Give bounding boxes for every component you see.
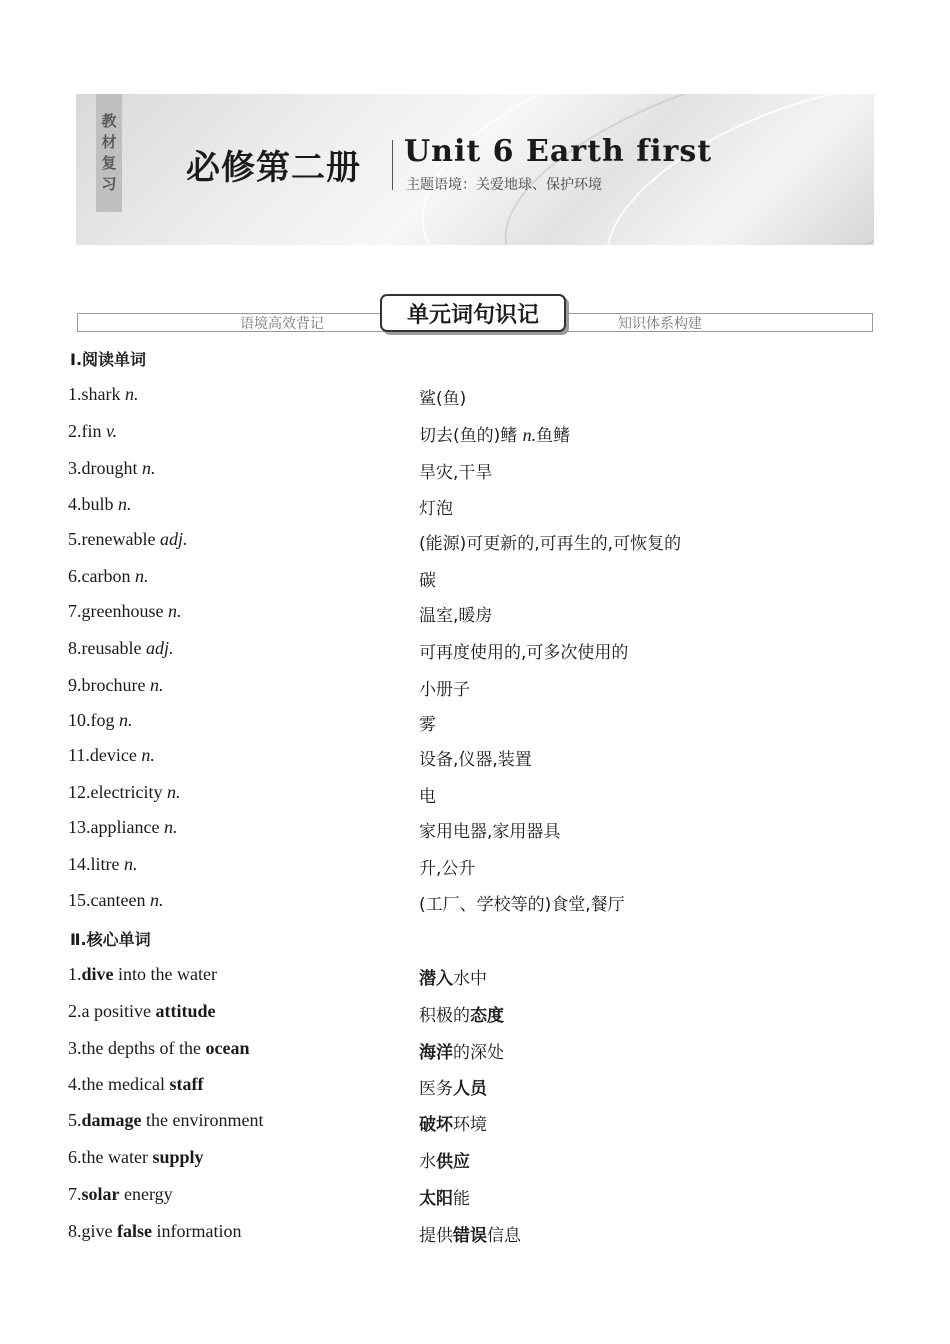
- list-item: [68, 675, 888, 700]
- word-meaning: (能源)可更新的,可再生的,可恢复的: [419, 534, 682, 554]
- tab-char: 复: [101, 154, 117, 172]
- phrase-entry: 7.solar energy: [68, 1184, 173, 1204]
- tab-char: 教: [101, 112, 117, 130]
- word-meaning: 温室,暖房: [419, 606, 493, 626]
- word-meaning: 可再度使用的,可多次使用的: [419, 643, 629, 663]
- word-meaning: 小册子: [419, 680, 470, 700]
- phrase-meaning: 积极的态度: [419, 1006, 504, 1026]
- phrase-meaning: 医务人员: [419, 1079, 487, 1099]
- word-meaning: 升,公升: [419, 859, 476, 879]
- word-entry: 1.shark n.: [68, 384, 139, 404]
- list-item: [68, 458, 888, 483]
- list-item: [68, 1221, 888, 1246]
- phrase-entry: 3.the depths of the ocean: [68, 1038, 250, 1058]
- word-meaning: 电: [419, 787, 436, 807]
- word-entry: 13.appliance n.: [68, 817, 178, 837]
- unit-banner: [76, 94, 874, 245]
- list-item: [68, 601, 888, 626]
- list-item: [68, 782, 888, 807]
- word-entry: 8.reusable adj.: [68, 638, 174, 658]
- list-item: [68, 964, 888, 989]
- list-item: [68, 529, 888, 554]
- phrase-entry: 6.the water supply: [68, 1147, 204, 1167]
- phrase-entry: 8.give false information: [68, 1221, 242, 1241]
- word-meaning: 家用电器,家用器具: [419, 822, 561, 842]
- word-entry: 3.drought n.: [68, 458, 156, 478]
- word-entry: 9.brochure n.: [68, 675, 164, 695]
- word-entry: 10.fog n.: [68, 710, 133, 730]
- word-meaning: 灯泡: [419, 499, 453, 519]
- list-item: [68, 710, 888, 735]
- textbook-review-tab: [96, 94, 122, 212]
- word-entry: 2.fin v.: [68, 421, 118, 441]
- word-entry: 7.greenhouse n.: [68, 601, 182, 621]
- list-item: [68, 745, 888, 770]
- section-title: 单元词句识记: [380, 294, 566, 332]
- phrase-meaning: 破坏环境: [419, 1115, 487, 1135]
- word-meaning: 切去(鱼的)鳍 n.鱼鳍: [419, 425, 571, 446]
- list-item: [68, 421, 888, 446]
- book-title: 必修第二册: [186, 148, 361, 188]
- word-meaning: 鲨(鱼): [419, 389, 467, 409]
- list-item: [68, 1184, 888, 1209]
- phrase-entry: 1.dive into the water: [68, 964, 217, 984]
- word-entry: 4.bulb n.: [68, 494, 132, 514]
- list-item: [68, 1001, 888, 1026]
- phrase-entry: 5.damage the environment: [68, 1110, 264, 1130]
- tab-char: 习: [101, 175, 117, 193]
- word-meaning: 设备,仪器,装置: [419, 750, 532, 770]
- phrase-meaning: 海洋的深处: [419, 1043, 504, 1063]
- word-entry: 14.litre n.: [68, 854, 138, 874]
- section-right-label: 知识体系构建: [618, 316, 702, 332]
- word-entry: 15.canteen n.: [68, 890, 164, 910]
- list-item: [68, 854, 888, 879]
- word-entry: 6.carbon n.: [68, 566, 149, 586]
- tab-char: 材: [101, 133, 117, 151]
- word-meaning: 旱灾,干旱: [419, 463, 493, 483]
- core-words-heading: Ⅱ.核心单词: [70, 930, 151, 949]
- list-item: [68, 1110, 888, 1135]
- phrase-entry: 4.the medical staff: [68, 1074, 204, 1094]
- phrase-meaning: 提供错误信息: [419, 1226, 521, 1246]
- word-entry: 11.device n.: [68, 745, 155, 765]
- word-entry: 12.electricity n.: [68, 782, 181, 802]
- list-item: [68, 1074, 888, 1099]
- title-divider: [392, 140, 393, 190]
- list-item: [68, 494, 888, 519]
- phrase-meaning: 太阳能: [419, 1189, 470, 1209]
- unit-subtitle: 主题语境：关爱地球、保护环境: [406, 177, 602, 193]
- word-meaning: 碳: [419, 571, 436, 591]
- phrase-meaning: 水供应: [419, 1152, 470, 1172]
- phrase-meaning: 潜入水中: [419, 969, 487, 989]
- list-item: [68, 890, 888, 915]
- section-left-label: 语境高效背记: [240, 316, 324, 332]
- word-meaning: (工厂、学校等的)食堂,餐厅: [419, 895, 625, 915]
- list-item: [68, 638, 888, 663]
- list-item: [68, 384, 888, 409]
- reading-words-heading: Ⅰ.阅读单词: [70, 350, 147, 369]
- list-item: [68, 817, 888, 842]
- phrase-entry: 2.a positive attitude: [68, 1001, 216, 1021]
- word-entry: 5.renewable adj.: [68, 529, 188, 549]
- list-item: [68, 566, 888, 591]
- word-meaning: 雾: [419, 715, 436, 735]
- list-item: [68, 1038, 888, 1063]
- list-item: [68, 1147, 888, 1172]
- unit-title: Unit 6 Earth first: [404, 134, 713, 169]
